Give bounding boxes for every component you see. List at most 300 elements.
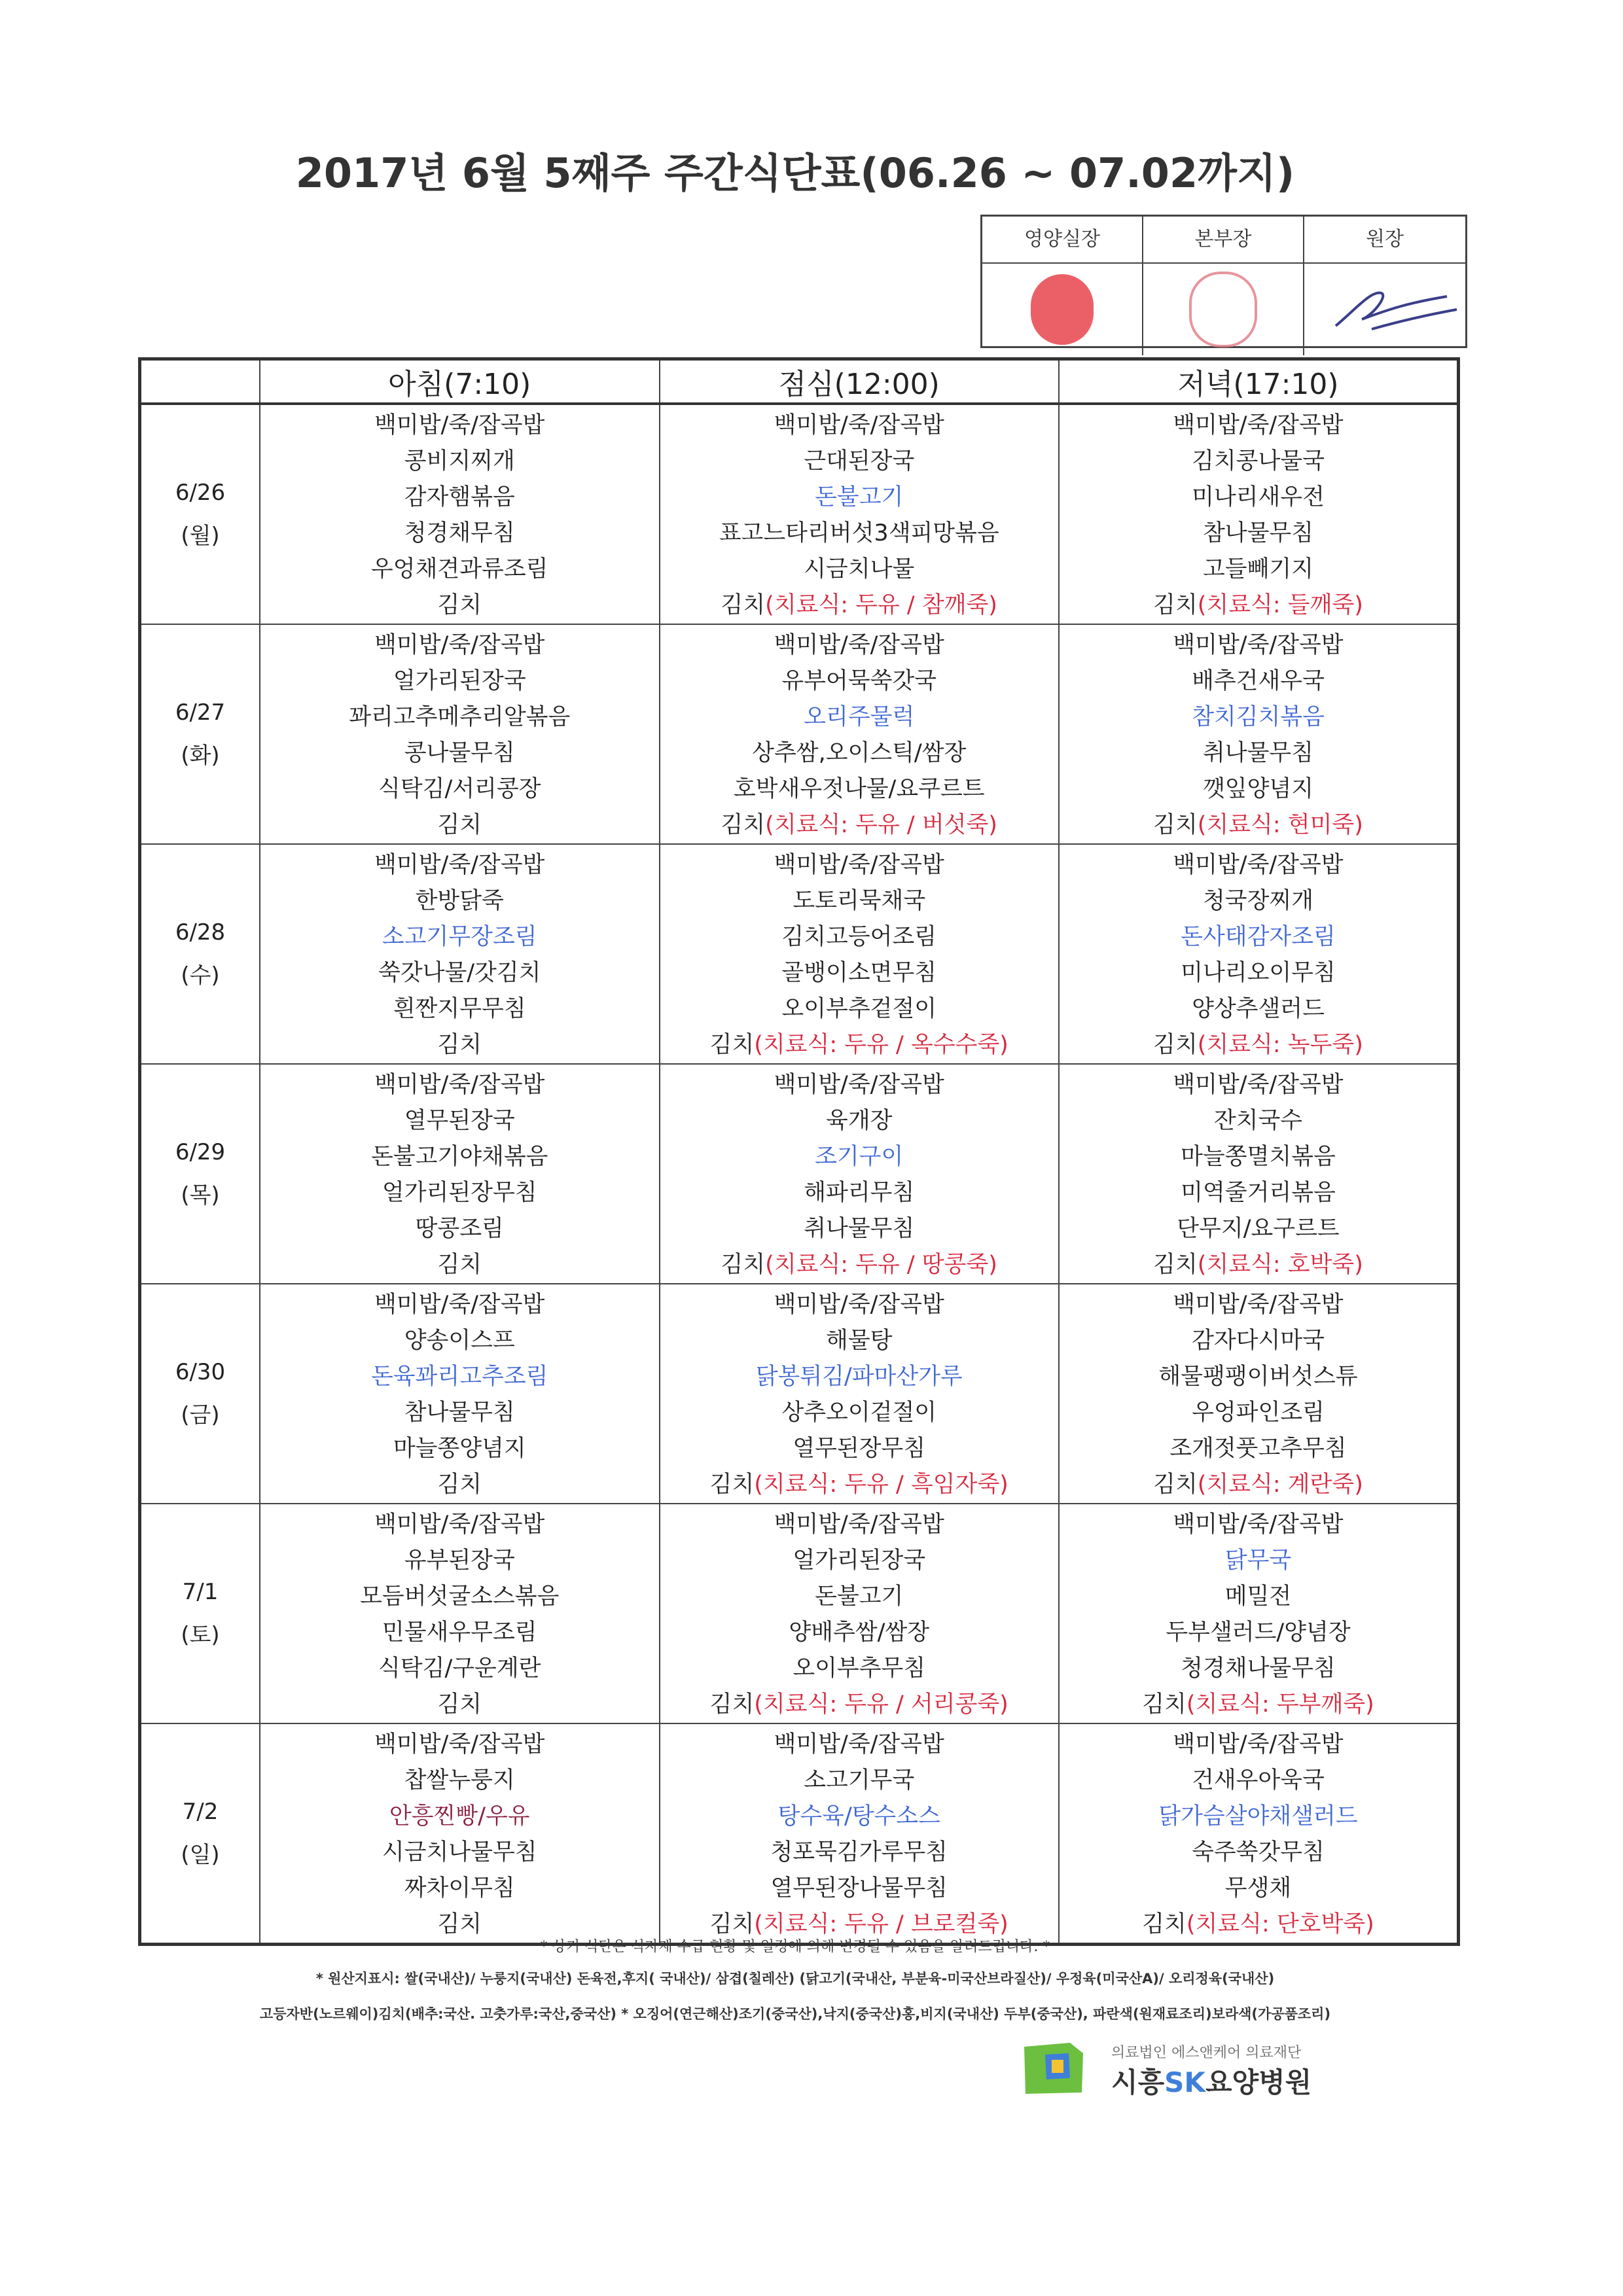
menu-item-name: 탕수육/탕수소스 bbox=[777, 1803, 940, 1829]
approval-seal-nutrition bbox=[982, 264, 1143, 355]
hospital-name-prefix: 시흥 bbox=[1111, 2066, 1165, 2098]
menu-item bbox=[660, 1763, 1059, 1799]
lunch-cell bbox=[660, 404, 1060, 624]
menu-item-name: 얼가리된장무침 bbox=[382, 1180, 537, 1206]
menu-item-name: 우엉파인조림 bbox=[1192, 1400, 1325, 1426]
header-dinner: 저녁(17:10) bbox=[1059, 359, 1459, 404]
menu-item-name: 식탁김/구운계란 bbox=[378, 1655, 541, 1682]
menu-item-name: 찹쌀누룽지 bbox=[404, 1767, 515, 1793]
menu-item bbox=[260, 1139, 659, 1175]
weekly-menu-table bbox=[138, 357, 1460, 1946]
menu-item-name: 무생채 bbox=[1224, 1875, 1292, 1901]
menu-item bbox=[260, 1067, 659, 1103]
day-date: 6/29 bbox=[175, 1139, 226, 1165]
breakfast-cell bbox=[260, 624, 660, 844]
menu-item-name: 안흥찐빵/우유 bbox=[389, 1803, 530, 1829]
menu-item bbox=[260, 771, 659, 807]
menu-item bbox=[1060, 771, 1457, 807]
menu-item bbox=[660, 1211, 1059, 1247]
menu-item bbox=[660, 1835, 1059, 1871]
menu-item-name: 김치 bbox=[1142, 1691, 1186, 1718]
day-weekday: (토) bbox=[181, 1621, 220, 1648]
menu-item bbox=[660, 1103, 1059, 1139]
menu-item bbox=[1060, 1687, 1457, 1723]
menu-item-name: 취나물무침 bbox=[1202, 740, 1314, 766]
breakfast-cell bbox=[260, 1504, 660, 1723]
menu-item-name: 한방닭죽 bbox=[415, 888, 504, 914]
menu-item bbox=[660, 1287, 1059, 1323]
therapy-diet-note: (치료식: 계란죽) bbox=[1197, 1472, 1363, 1498]
menu-item bbox=[660, 627, 1059, 663]
day-cell bbox=[140, 624, 260, 844]
menu-item-name: 김치 bbox=[709, 1032, 755, 1058]
menu-item-name: 백미밥/죽/잡곡밥 bbox=[774, 1511, 944, 1538]
menu-item bbox=[1060, 1835, 1457, 1871]
menu-item bbox=[260, 1103, 659, 1139]
menu-item bbox=[1060, 444, 1457, 480]
menu-item-name: 백미밥/죽/잡곡밥 bbox=[774, 1731, 944, 1757]
menu-item bbox=[260, 1467, 659, 1503]
menu-item bbox=[1060, 1507, 1457, 1543]
menu-item bbox=[660, 408, 1059, 444]
menu-item-name: 두부샐러드/양념장 bbox=[1166, 1619, 1351, 1646]
menu-item bbox=[260, 1615, 659, 1651]
day-row bbox=[140, 624, 1459, 844]
header-day bbox=[140, 359, 260, 404]
menu-item bbox=[1060, 919, 1457, 955]
menu-item-name: 오리주물럭 bbox=[804, 704, 915, 730]
approval-header-director: 본부장 bbox=[1143, 217, 1304, 264]
menu-item-name: 조기구이 bbox=[815, 1144, 904, 1170]
menu-item bbox=[260, 1579, 659, 1615]
menu-item-name: 호박새우젓나물/요쿠르트 bbox=[733, 776, 985, 802]
menu-item-name: 감자다시마국 bbox=[1192, 1328, 1325, 1354]
menu-item-name: 김치 bbox=[437, 1032, 482, 1058]
menu-item-name: 열무된장국 bbox=[404, 1108, 515, 1134]
therapy-diet-note: (치료식: 두유 / 브로컬죽) bbox=[754, 1911, 1008, 1937]
lunch-cell bbox=[660, 624, 1060, 844]
menu-item bbox=[660, 1615, 1059, 1651]
menu-item bbox=[660, 771, 1059, 807]
menu-item bbox=[660, 1687, 1059, 1723]
menu-item-name: 우엉채견과류조림 bbox=[371, 556, 548, 582]
day-row bbox=[140, 404, 1459, 624]
menu-item-name: 건새우아욱국 bbox=[1192, 1767, 1325, 1793]
menu-item-name: 짜차이무침 bbox=[404, 1875, 515, 1901]
menu-item-name: 참치김치볶음 bbox=[1192, 704, 1325, 730]
menu-item-name: 유부어묵쑥갓국 bbox=[781, 668, 937, 694]
menu-item bbox=[260, 699, 659, 735]
menu-item-name: 김치 bbox=[1153, 812, 1198, 838]
menu-item bbox=[660, 1175, 1059, 1211]
menu-item-name: 청경채나물무침 bbox=[1181, 1655, 1336, 1682]
menu-item-name: 백미밥/죽/잡곡밥 bbox=[374, 852, 545, 878]
menu-item-name: 열무된장나물무침 bbox=[770, 1875, 948, 1901]
menu-item-name: 근대된장국 bbox=[804, 448, 915, 474]
day-date: 6/28 bbox=[175, 919, 226, 945]
menu-item bbox=[1060, 1799, 1457, 1835]
menu-item-name: 김치 bbox=[437, 1911, 482, 1937]
menu-item-name: 유부된장국 bbox=[404, 1547, 515, 1574]
menu-item bbox=[1060, 1579, 1457, 1615]
day-row bbox=[140, 1284, 1459, 1504]
menu-item-name: 백미밥/죽/잡곡밥 bbox=[774, 632, 944, 658]
menu-item-name: 김치콩나물국 bbox=[1192, 448, 1325, 474]
therapy-diet-note: (치료식: 단호박죽) bbox=[1186, 1911, 1374, 1937]
menu-item bbox=[260, 1871, 659, 1907]
dinner-cell bbox=[1059, 1284, 1459, 1504]
menu-item-name: 양배추쌈/쌈장 bbox=[789, 1619, 930, 1646]
menu-item bbox=[260, 552, 659, 588]
menu-item bbox=[660, 663, 1059, 699]
menu-item bbox=[660, 1247, 1059, 1283]
menu-item-name: 숙주쑥갓무침 bbox=[1192, 1839, 1325, 1865]
menu-item-name: 시금치나물무침 bbox=[382, 1839, 537, 1865]
menu-item-name: 조개젓풋고추무침 bbox=[1169, 1436, 1347, 1462]
day-row bbox=[140, 1723, 1459, 1945]
menu-item-name: 식탁김/서리콩장 bbox=[378, 776, 541, 802]
menu-item bbox=[260, 919, 659, 955]
menu-item-name: 참나물무침 bbox=[1202, 520, 1314, 546]
therapy-diet-note: (치료식: 두유 / 서리콩죽) bbox=[754, 1691, 1008, 1718]
menu-item bbox=[1060, 1103, 1457, 1139]
menu-item bbox=[260, 408, 659, 444]
menu-item-name: 닭무국 bbox=[1224, 1547, 1292, 1574]
origin-notice-1: * 원산지표시: 쌀(국내산)/ 누룽지(국내산) 돈육전,후지( 국내산)/ 삼겹(칠레산) (닭고기(국내산, 부분육-미국산브라질산)/ 우정육(미국산A)/ 오리정육(국내산) bbox=[315, 1971, 1275, 1987]
menu-item bbox=[1060, 1871, 1457, 1907]
menu-item bbox=[660, 1395, 1059, 1431]
breakfast-cell bbox=[260, 404, 660, 624]
menu-item bbox=[1060, 1359, 1457, 1395]
menu-item bbox=[660, 1067, 1059, 1103]
menu-item-name: 소고기무국 bbox=[804, 1767, 915, 1793]
menu-item bbox=[260, 1431, 659, 1467]
menu-item-name: 백미밥/죽/잡곡밥 bbox=[774, 1292, 944, 1318]
menu-item-name: 김치 bbox=[721, 592, 766, 618]
day-weekday: (월) bbox=[181, 522, 220, 549]
day-weekday: (목) bbox=[181, 1182, 220, 1209]
menu-item-name: 미역줄거리볶음 bbox=[1181, 1180, 1336, 1206]
menu-item-name: 백미밥/죽/잡곡밥 bbox=[374, 1511, 545, 1538]
menu-item-name: 땅콩조림 bbox=[415, 1216, 504, 1242]
day-weekday: (일) bbox=[181, 1841, 220, 1868]
menu-item-name: 김치 bbox=[1153, 1252, 1198, 1278]
therapy-diet-note: (치료식: 두유 / 옥수수죽) bbox=[754, 1032, 1008, 1058]
menu-item-name: 상추오이겉절이 bbox=[781, 1400, 937, 1426]
menu-item bbox=[1060, 1139, 1457, 1175]
menu-item-name: 돈불고기야채볶음 bbox=[371, 1144, 548, 1170]
menu-item bbox=[260, 955, 659, 991]
menu-item-name: 김치 bbox=[1142, 1911, 1186, 1937]
menu-item-name: 김치 bbox=[709, 1911, 755, 1937]
menu-item-name: 콩나물무침 bbox=[404, 740, 515, 766]
menu-item-name: 백미밥/죽/잡곡밥 bbox=[774, 1072, 944, 1098]
day-date: 7/2 bbox=[182, 1798, 219, 1825]
menu-item bbox=[1060, 955, 1457, 991]
menu-item-name: 단무지/요구르트 bbox=[1177, 1216, 1340, 1242]
menu-item-name: 김치고등어조림 bbox=[781, 924, 937, 950]
hospital-name bbox=[1111, 2061, 1311, 2100]
menu-item bbox=[260, 1359, 659, 1395]
menu-item bbox=[1060, 1727, 1457, 1763]
menu-item-name: 해파리무침 bbox=[804, 1180, 915, 1206]
menu-item-name: 시금치나물 bbox=[804, 556, 915, 582]
lunch-cell bbox=[660, 1064, 1060, 1284]
day-cell bbox=[140, 1284, 260, 1504]
menu-item bbox=[1060, 1247, 1457, 1283]
breakfast-cell bbox=[260, 1723, 660, 1945]
menu-item-name: 백미밥/죽/잡곡밥 bbox=[1173, 852, 1344, 878]
menu-item-name: 표고느타리버섯3색피망볶음 bbox=[719, 520, 999, 546]
menu-item-name: 참나물무침 bbox=[404, 1400, 515, 1426]
menu-item-name: 돈사태감자조림 bbox=[1181, 924, 1336, 950]
menu-item bbox=[1060, 735, 1457, 771]
menu-item bbox=[660, 588, 1059, 624]
menu-item bbox=[660, 735, 1059, 771]
day-weekday: (수) bbox=[181, 962, 220, 989]
menu-item-name: 김치 bbox=[437, 1252, 482, 1278]
breakfast-cell bbox=[260, 1284, 660, 1504]
day-weekday: (금) bbox=[181, 1402, 220, 1428]
day-cell bbox=[140, 1504, 260, 1723]
menu-item-name: 돈불고기 bbox=[815, 1583, 904, 1610]
menu-item-name: 김치 bbox=[437, 1472, 482, 1498]
menu-item bbox=[260, 1027, 659, 1063]
menu-item bbox=[660, 699, 1059, 735]
menu-item bbox=[260, 480, 659, 516]
lunch-cell bbox=[660, 1723, 1060, 1945]
breakfast-cell bbox=[260, 1064, 660, 1284]
menu-item-name: 모듬버섯굴소스볶음 bbox=[360, 1583, 560, 1610]
menu-item bbox=[260, 1323, 659, 1359]
lunch-cell bbox=[660, 844, 1060, 1064]
menu-item-name: 미나리새우전 bbox=[1192, 484, 1325, 510]
therapy-diet-note: (치료식: 두유 / 참깨죽) bbox=[765, 592, 997, 618]
menu-item-name: 백미밥/죽/잡곡밥 bbox=[1173, 412, 1344, 438]
menu-item bbox=[660, 955, 1059, 991]
menu-item bbox=[1060, 1287, 1457, 1323]
menu-item bbox=[1060, 1651, 1457, 1687]
menu-item-name: 고들빼기지 bbox=[1202, 556, 1314, 582]
menu-item bbox=[1060, 516, 1457, 552]
menu-item bbox=[660, 991, 1059, 1027]
menu-item-name: 청경채무침 bbox=[404, 520, 515, 546]
menu-item-name: 골뱅이소면무침 bbox=[781, 960, 937, 986]
therapy-diet-note: (치료식: 두유 / 버섯죽) bbox=[765, 812, 997, 838]
menu-item-name: 얼가리된장국 bbox=[393, 668, 526, 694]
menu-item-name: 마늘쫑멸치볶음 bbox=[1181, 1144, 1336, 1170]
menu-item-name: 흰짠지무무침 bbox=[393, 996, 526, 1022]
menu-item-name: 백미밥/죽/잡곡밥 bbox=[374, 1292, 545, 1318]
menu-item-name: 도토리묵채국 bbox=[793, 888, 926, 914]
menu-item-name: 열무된장무침 bbox=[793, 1436, 926, 1462]
menu-item bbox=[1060, 1211, 1457, 1247]
menu-item bbox=[660, 1871, 1059, 1907]
menu-item bbox=[260, 883, 659, 919]
menu-item bbox=[660, 847, 1059, 883]
menu-item bbox=[660, 1651, 1059, 1687]
menu-item bbox=[660, 1139, 1059, 1175]
header-breakfast: 아침(7:10) bbox=[260, 359, 660, 404]
menu-item bbox=[1060, 1615, 1457, 1651]
menu-item bbox=[1060, 1067, 1457, 1103]
menu-item bbox=[260, 1507, 659, 1543]
menu-item-name: 얼가리된장국 bbox=[793, 1547, 926, 1574]
menu-item bbox=[260, 991, 659, 1027]
signature-icon bbox=[1310, 264, 1460, 355]
menu-item bbox=[1060, 883, 1457, 919]
menu-item-name: 미나리오이무침 bbox=[1181, 960, 1336, 986]
menu-item bbox=[1060, 663, 1457, 699]
menu-item-name: 잔치국수 bbox=[1213, 1108, 1303, 1134]
menu-item bbox=[260, 1763, 659, 1799]
menu-item-name: 백미밥/죽/잡곡밥 bbox=[374, 1072, 545, 1098]
menu-item-name: 소고기무장조림 bbox=[382, 924, 537, 950]
menu-item bbox=[1060, 991, 1457, 1027]
menu-item-name: 김치 bbox=[437, 1691, 482, 1718]
menu-item bbox=[260, 588, 659, 624]
dinner-cell bbox=[1059, 404, 1459, 624]
day-row bbox=[140, 1064, 1459, 1284]
menu-item-name: 백미밥/죽/잡곡밥 bbox=[1173, 1731, 1344, 1757]
menu-item-name: 김치 bbox=[721, 1252, 766, 1278]
dinner-cell bbox=[1059, 1504, 1459, 1723]
menu-item bbox=[260, 1175, 659, 1211]
origin-notice-2: 고등자반(노르웨이)김치(배추:국산. 고춧가루:국산,중국산) * 오징어(연근해산)조기(중국산),낙지(중국산)홍,비지(국내산) 두부(중국산), 파란색(원재료조리)보라색(가공품조리) bbox=[259, 2006, 1331, 2022]
hospital-name-sk: SK bbox=[1164, 2066, 1205, 2098]
table-header-row bbox=[140, 359, 1459, 404]
day-cell bbox=[140, 404, 260, 624]
dinner-cell bbox=[1059, 1064, 1459, 1284]
menu-item-name: 김치 bbox=[1153, 1032, 1198, 1058]
menu-item-name: 김치 bbox=[1153, 1472, 1198, 1498]
menu-item-name: 백미밥/죽/잡곡밥 bbox=[774, 852, 944, 878]
menu-item-name: 오이부추겉절이 bbox=[781, 996, 937, 1022]
menu-item-name: 돈육꽈리고추조림 bbox=[371, 1364, 548, 1390]
day-weekday: (화) bbox=[181, 742, 220, 769]
menu-item-name: 오이부추무침 bbox=[793, 1655, 926, 1682]
menu-item-name: 돈불고기 bbox=[815, 484, 904, 510]
menu-item bbox=[1060, 552, 1457, 588]
menu-item-name: 백미밥/죽/잡곡밥 bbox=[1173, 1511, 1344, 1538]
breakfast-cell bbox=[260, 844, 660, 1064]
menu-item bbox=[660, 1027, 1059, 1063]
therapy-diet-note: (치료식: 두부깨죽) bbox=[1186, 1691, 1374, 1718]
therapy-diet-note: (치료식: 녹두죽) bbox=[1197, 1032, 1363, 1058]
menu-item bbox=[260, 1211, 659, 1247]
menu-item bbox=[260, 1287, 659, 1323]
day-cell bbox=[140, 1723, 260, 1945]
menu-item-name: 양상추샐러드 bbox=[1192, 996, 1325, 1022]
menu-item bbox=[260, 1247, 659, 1283]
menu-item bbox=[660, 1579, 1059, 1615]
menu-item bbox=[660, 1507, 1059, 1543]
menu-item bbox=[660, 807, 1059, 843]
day-row bbox=[140, 844, 1459, 1064]
menu-item bbox=[1060, 1431, 1457, 1467]
menu-item bbox=[1060, 1323, 1457, 1359]
menu-item-name: 쑥갓나물/갓김치 bbox=[378, 960, 541, 986]
menu-item-name: 육개장 bbox=[826, 1108, 893, 1134]
menu-item-name: 감자햄볶음 bbox=[404, 484, 515, 510]
menu-item bbox=[660, 883, 1059, 919]
header-lunch: 점심(12:00) bbox=[660, 359, 1060, 404]
menu-item bbox=[1060, 1467, 1457, 1503]
menu-item-name: 닭가슴살야채샐러드 bbox=[1158, 1803, 1358, 1829]
menu-item bbox=[660, 516, 1059, 552]
menu-item-name: 백미밥/죽/잡곡밥 bbox=[1173, 632, 1344, 658]
menu-item-name: 백미밥/죽/잡곡밥 bbox=[374, 412, 545, 438]
menu-item-name: 백미밥/죽/잡곡밥 bbox=[374, 1731, 545, 1757]
menu-item bbox=[660, 919, 1059, 955]
menu-item bbox=[660, 1359, 1059, 1395]
menu-item bbox=[660, 480, 1059, 516]
change-notice: * 상기 식단은 식자재 수급 현황 및 일정에 의해 변경될 수 있음을 알려드립니다. * bbox=[540, 1939, 1050, 1955]
menu-item bbox=[260, 1687, 659, 1723]
menu-item bbox=[1060, 1175, 1457, 1211]
approval-header-nutrition: 영양실장 bbox=[982, 217, 1143, 264]
menu-item-name: 김치 bbox=[721, 812, 766, 838]
therapy-diet-note: (치료식: 들깨죽) bbox=[1197, 592, 1363, 618]
menu-item bbox=[260, 516, 659, 552]
menu-item bbox=[260, 1835, 659, 1871]
menu-item-name: 메밀전 bbox=[1224, 1583, 1292, 1610]
menu-item-name: 김치 bbox=[709, 1472, 755, 1498]
menu-item-name: 청국장찌개 bbox=[1202, 888, 1314, 914]
therapy-diet-note: (치료식: 현미죽) bbox=[1197, 812, 1363, 838]
hospital-name-suffix: 요양병원 bbox=[1205, 2066, 1312, 2098]
menu-item-name: 꽈리고추메추리알볶음 bbox=[349, 704, 571, 730]
menu-item-name: 백미밥/죽/잡곡밥 bbox=[1173, 1072, 1344, 1098]
day-date: 6/30 bbox=[175, 1358, 226, 1385]
menu-item-name: 상추쌈,오이스틱/쌈장 bbox=[752, 740, 967, 766]
red-seal-icon bbox=[1031, 274, 1094, 345]
therapy-diet-note: (치료식: 두유 / 흑임자죽) bbox=[754, 1472, 1008, 1498]
menu-item-name: 김치 bbox=[1153, 592, 1198, 618]
menu-item-name: 김치 bbox=[709, 1691, 755, 1718]
menu-item bbox=[660, 1323, 1059, 1359]
menu-item-name: 해물팽팽이버섯스튜 bbox=[1158, 1364, 1358, 1390]
lunch-cell bbox=[660, 1504, 1060, 1723]
menu-item bbox=[660, 1467, 1059, 1503]
menu-item bbox=[1060, 807, 1457, 843]
menu-item bbox=[1060, 699, 1457, 735]
menu-item-name: 취나물무침 bbox=[804, 1216, 915, 1242]
menu-item bbox=[660, 1543, 1059, 1579]
menu-item bbox=[660, 1727, 1059, 1763]
pink-seal-icon bbox=[1189, 272, 1257, 347]
menu-item-name: 해물탕 bbox=[826, 1328, 893, 1354]
day-cell bbox=[140, 1064, 260, 1284]
menu-item-name: 백미밥/죽/잡곡밥 bbox=[774, 412, 944, 438]
menu-item bbox=[260, 663, 659, 699]
approval-seal-director bbox=[1143, 264, 1304, 355]
menu-item-name: 민물새우무조림 bbox=[382, 1619, 537, 1646]
menu-item bbox=[1060, 1027, 1457, 1063]
menu-item bbox=[660, 1431, 1059, 1467]
menu-item bbox=[1060, 627, 1457, 663]
menu-item bbox=[260, 627, 659, 663]
menu-item bbox=[260, 847, 659, 883]
menu-item bbox=[260, 1727, 659, 1763]
day-date: 6/26 bbox=[175, 479, 226, 506]
dinner-cell bbox=[1059, 1723, 1459, 1945]
dinner-cell bbox=[1059, 844, 1459, 1064]
lunch-cell bbox=[660, 1284, 1060, 1504]
menu-item bbox=[1060, 1543, 1457, 1579]
menu-item bbox=[1060, 847, 1457, 883]
menu-item bbox=[260, 1799, 659, 1835]
